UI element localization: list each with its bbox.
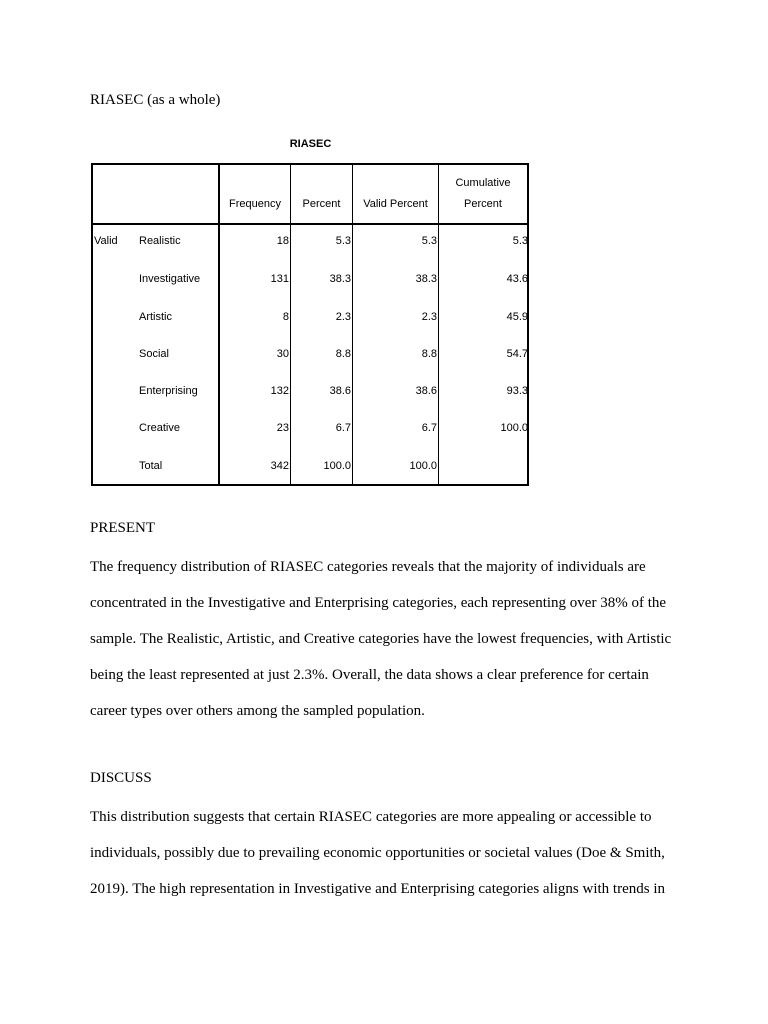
paragraph-line: This distribution suggests that certain RIASEC categories are more appealing or accessible to bbox=[90, 809, 652, 825]
header-percent: Percent bbox=[302, 198, 341, 210]
present-paragraph bbox=[90, 549, 690, 729]
percent-cell: 100.0 bbox=[323, 460, 351, 472]
percent-cell: 2.3 bbox=[335, 311, 351, 323]
paragraph-line: career types over others among the sampled population. bbox=[90, 703, 425, 719]
cumulative-percent-cell: 43.6 bbox=[506, 273, 528, 285]
valid-percent-cell: 2.3 bbox=[421, 311, 437, 323]
frequency-cell: 18 bbox=[276, 235, 289, 247]
row-group-label: Valid bbox=[94, 235, 118, 247]
frequency-cell: 342 bbox=[270, 460, 289, 472]
header-cumulative-percent bbox=[439, 173, 527, 215]
table-row bbox=[93, 418, 527, 438]
present-heading: PRESENT bbox=[90, 520, 156, 536]
valid-percent-cell: 5.3 bbox=[421, 235, 437, 247]
valid-percent-cell: 38.6 bbox=[415, 385, 437, 397]
table-row bbox=[93, 269, 527, 289]
cumulative-percent-cell: 100.0 bbox=[500, 422, 528, 434]
header-valid-percent: Valid Percent bbox=[363, 198, 428, 210]
header-frequency: Frequency bbox=[229, 198, 281, 210]
valid-percent-cell: 38.3 bbox=[415, 273, 437, 285]
header-cumulative-line2: Percent bbox=[464, 198, 502, 210]
category-cell: Enterprising bbox=[139, 385, 198, 397]
valid-percent-cell: 100.0 bbox=[409, 460, 437, 472]
category-cell: Social bbox=[139, 348, 169, 360]
valid-percent-cell: 8.8 bbox=[421, 348, 437, 360]
cumulative-percent-cell: 45.9 bbox=[506, 311, 528, 323]
table-row bbox=[93, 307, 527, 327]
percent-cell: 6.7 bbox=[335, 422, 351, 434]
discuss-heading: DISCUSS bbox=[90, 770, 152, 786]
header-cumulative-line1: Cumulative bbox=[455, 177, 511, 189]
frequency-cell: 131 bbox=[270, 273, 289, 285]
frequency-table bbox=[91, 163, 529, 486]
percent-cell: 38.3 bbox=[329, 273, 351, 285]
percent-cell: 38.6 bbox=[329, 385, 351, 397]
table-row bbox=[93, 344, 527, 364]
percent-cell: 8.8 bbox=[335, 348, 351, 360]
paragraph-line: being the least represented at just 2.3%. Overall, the data shows a clear preference for certain bbox=[90, 667, 649, 683]
valid-percent-cell: 6.7 bbox=[421, 422, 437, 434]
document-title: RIASEC (as a whole) bbox=[90, 92, 221, 108]
cumulative-percent-cell: 93.3 bbox=[506, 385, 528, 397]
table-row bbox=[93, 231, 527, 251]
paragraph-line: The frequency distribution of RIASEC categories reveals that the majority of individuals are bbox=[90, 559, 646, 575]
category-cell: Creative bbox=[139, 422, 180, 434]
paragraph-line: concentrated in the Investigative and Enterprising categories, each representing over 38% of the bbox=[90, 595, 667, 611]
discuss-paragraph bbox=[90, 799, 690, 907]
frequency-cell: 8 bbox=[282, 311, 289, 323]
category-cell: Investigative bbox=[139, 273, 201, 285]
category-cell: Realistic bbox=[139, 235, 181, 247]
category-cell: Artistic bbox=[139, 311, 172, 323]
frequency-cell: 23 bbox=[276, 422, 289, 434]
category-cell: Total bbox=[139, 460, 163, 472]
cumulative-percent-cell: 5.3 bbox=[512, 235, 528, 247]
table-header-divider bbox=[93, 223, 527, 225]
frequency-cell: 30 bbox=[276, 348, 289, 360]
table-row bbox=[93, 456, 527, 476]
paragraph-line: individuals, possibly due to prevailing economic opportunities or societal values (Doe & Smith, bbox=[90, 845, 665, 861]
table-title: RIASEC bbox=[289, 138, 332, 150]
table-row bbox=[93, 381, 527, 401]
paragraph-line: sample. The Realistic, Artistic, and Creative categories have the lowest frequencies, with Artistic bbox=[90, 631, 672, 647]
percent-cell: 5.3 bbox=[335, 235, 351, 247]
frequency-cell: 132 bbox=[270, 385, 289, 397]
cumulative-percent-cell: 54.7 bbox=[506, 348, 528, 360]
paragraph-line: 2019). The high representation in Investigative and Enterprising categories aligns with trends in bbox=[90, 881, 665, 897]
